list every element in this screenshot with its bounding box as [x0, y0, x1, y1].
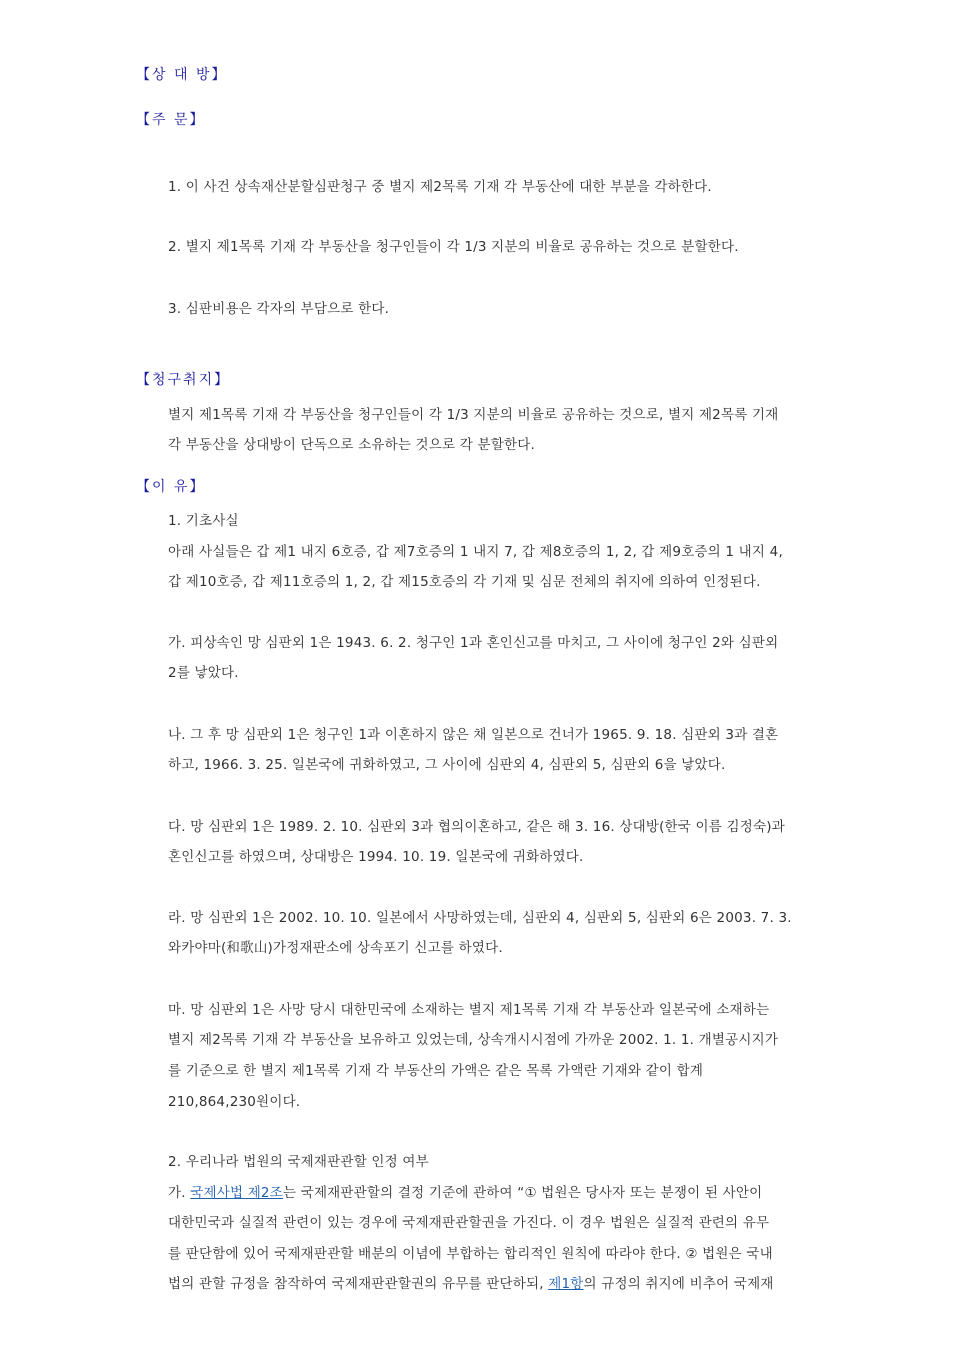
paragraph-s2-last: [168, 1272, 774, 1292]
reason-header: 【이 유】: [136, 479, 206, 495]
paragraph-line: 아래 사실들은 갑 제1 내지 6호증, 갑 제7호증의 1 내지 7, 갑 제8호증의 1, 2, 갑 제9호증의 1 내지 4,: [168, 544, 783, 560]
paragraph-ga: 가. 피상속인 망 심판외 1은 1943. 6. 2. 청구인 1과 혼인신고를 마치고, 그 사이에 청구인 2와 심판외: [168, 635, 779, 651]
s2-ga-rest: 는 국제재판관할의 결정 기준에 관하여 “① 법원은 당사자 또는 분쟁이 된 사안이: [282, 1185, 763, 1201]
s2-last-prefix: 법의 관할 규정을 참작하여 국제재판관할권의 유무를 판단하되,: [168, 1276, 549, 1292]
paragraph-ra: 라. 망 심판외 1은 2002. 10. 10. 일본에서 사망하였는데, 심판외 4, 심판외 5, 심판외 6은 2003. 7. 3.: [168, 910, 792, 926]
s2-last-rest: 의 규정의 취지에 비추어 국제재: [583, 1276, 774, 1292]
order-item: 3. 심판비용은 각자의 부담으로 한다.: [168, 301, 390, 317]
party-header: 【상 대 방】: [136, 67, 228, 83]
order-item: 1. 이 사건 상속재산분할심판청구 중 별지 제2목록 기재 각 부동산에 대한 부분을 각하한다.: [168, 179, 712, 195]
section-1-title: 1. 기초사실: [168, 513, 239, 529]
paragraph-line: 를 판단함에 있어 국제재판관할 배분의 이념에 부합하는 합리적인 원칙에 따라야 한다. ② 법원은 국내: [168, 1246, 773, 1262]
order-item: 2. 별지 제1목록 기재 각 부동산을 청구인들이 각 1/3 지분의 비율로 공유하는 것으로 분할한다.: [168, 239, 739, 255]
claim-text: 각 부동산을 상대방이 단독으로 소유하는 것으로 각 분할한다.: [168, 437, 535, 453]
law-link-paragraph-1[interactable]: 제1항: [548, 1276, 584, 1292]
order-header: 【주 문】: [136, 112, 206, 128]
paragraph-line: 갑 제10호증, 갑 제11호증의 1, 2, 갑 제15호증의 각 기재 및 심문 전체의 취지에 의하여 인정된다.: [168, 574, 761, 590]
paragraph-da: 다. 망 심판외 1은 1989. 2. 10. 심판외 3과 협의이혼하고, 같은 해 3. 16. 상대방(한국 이름 김정숙)과: [168, 819, 785, 835]
paragraph-na: 하고, 1966. 3. 25. 일본국에 귀화하였고, 그 사이에 심판외 4, 심판외 5, 심판외 6을 낳았다.: [168, 757, 726, 773]
paragraph-ma: 마. 망 심판외 1은 사망 당시 대한민국에 소재하는 별지 제1목록 기재 각 부동산과 일본국에 소재하는: [168, 1002, 770, 1018]
claim-text: 별지 제1목록 기재 각 부동산을 청구인들이 각 1/3 지분의 비율로 공유하는 것으로, 별지 제2목록 기재: [168, 407, 779, 423]
claim-header: 【청구취지】: [136, 372, 231, 388]
paragraph-ga: 2를 낳았다.: [168, 665, 239, 681]
s2-ga-prefix: 가.: [168, 1185, 191, 1201]
paragraph-line: 대한민국과 실질적 관련이 있는 경우에 국제재판관할권을 가진다. 이 경우 법원은 실질적 관련의 유무: [168, 1215, 770, 1231]
paragraph-ra: 와카야마(和歌山)가정재판소에 상속포기 신고를 하였다.: [168, 940, 503, 956]
paragraph-ma: 를 기준으로 한 별지 제1목록 기재 각 부동산의 가액은 같은 목록 가액란 기재와 같이 합계: [168, 1063, 704, 1079]
paragraph-ma: 별지 제2목록 기재 각 부동산을 보유하고 있었는데, 상속개시시점에 가까운 2002. 1. 1. 개별공시지가: [168, 1032, 779, 1048]
paragraph-s2-ga: [168, 1181, 762, 1201]
paragraph-da: 혼인신고를 하였으며, 상대방은 1994. 10. 19. 일본국에 귀화하였다.: [168, 849, 584, 865]
section-2-title: 2. 우리나라 법원의 국제재판관할 인정 여부: [168, 1154, 429, 1170]
paragraph-na: 나. 그 후 망 심판외 1은 청구인 1과 이혼하지 않은 채 일본으로 건너가 1965. 9. 18. 심판외 3과 결혼: [168, 727, 779, 743]
paragraph-ma: 210,864,230원이다.: [168, 1094, 301, 1110]
law-link-article-2[interactable]: 국제사법 제2조: [190, 1185, 283, 1201]
